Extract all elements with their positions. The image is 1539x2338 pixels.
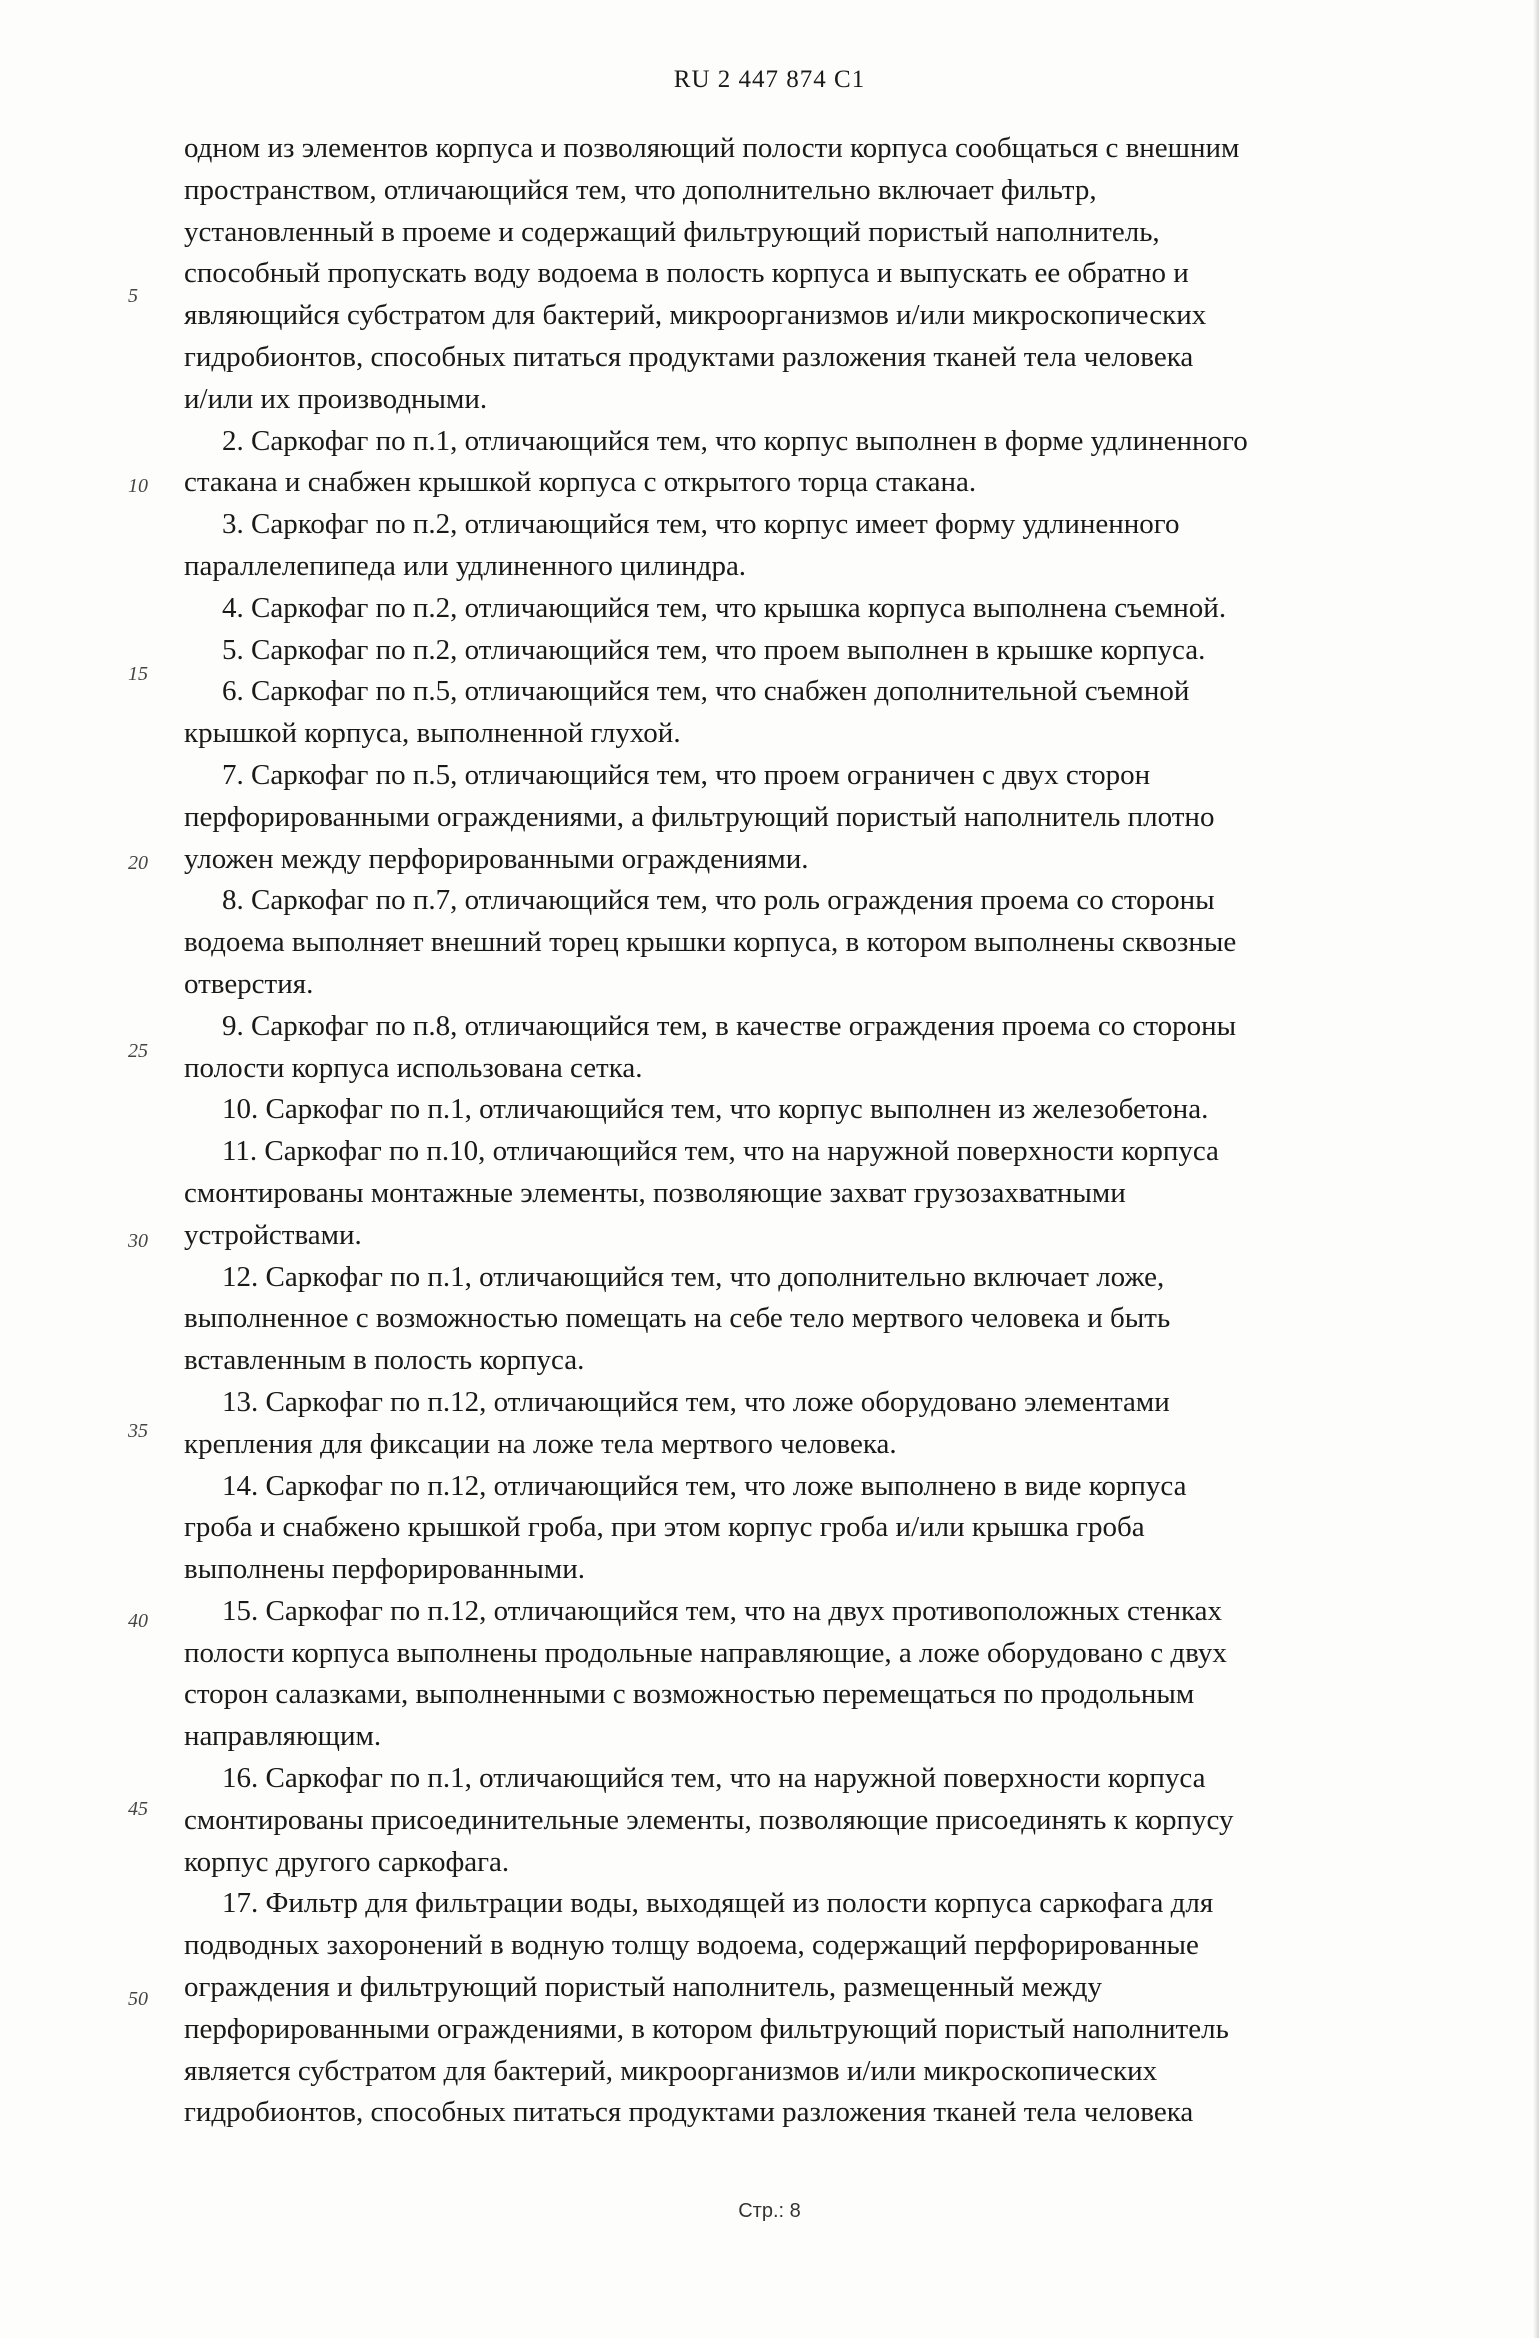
page-edge-shadow — [1533, 0, 1539, 2338]
text-line: 8. Саркофаг по п.7, отличающийся тем, что роль ограждения проема со стороны — [222, 884, 1215, 917]
claims-text — [184, 128, 1474, 2134]
text-line: гидробионтов, способных питаться продуктами разложения тканей тела человека — [184, 2096, 1194, 2129]
text-line: перфорированными ограждениями, в котором фильтрующий пористый наполнитель — [184, 2012, 1229, 2045]
text-line: 16. Саркофаг по п.1, отличающийся тем, что на наружной поверхности корпуса — [222, 1762, 1206, 1795]
text-line: 7. Саркофаг по п.5, отличающийся тем, что проем ограничен с двух сторон — [222, 758, 1151, 791]
text-line: 6. Саркофаг по п.5, отличающийся тем, что снабжен дополнительной съемной — [222, 675, 1190, 708]
text-line: установленный в проеме и содержащий фильтрующий пористый наполнитель, — [184, 215, 1160, 248]
text-line: стакана и снабжен крышкой корпуса с открытого торца стакана. — [184, 466, 977, 499]
text-line: пространством, отличающийся тем, что дополнительно включает фильтр, — [184, 173, 1097, 206]
patent-header: RU 2 447 874 C1 — [673, 66, 866, 93]
text-line: 13. Саркофаг по п.12, отличающийся тем, что ложе оборудовано элементами — [222, 1385, 1170, 1418]
page-number: Стр.: 8 — [738, 2200, 801, 2222]
text-line: 3. Саркофаг по п.2, отличающийся тем, что корпус имеет форму удлиненного — [222, 508, 1180, 541]
line-number: 50 — [128, 1988, 148, 2010]
text-line: крепления для фиксации на ложе тела мертвого человека. — [184, 1427, 897, 1460]
text-line: устройствами. — [184, 1218, 362, 1251]
text-line: параллелепипеда или удлиненного цилиндра. — [184, 549, 747, 582]
text-line: 11. Саркофаг по п.10, отличающийся тем, что на наружной поверхности корпуса — [222, 1135, 1219, 1168]
text-line: гидробионтов, способных питаться продуктами разложения тканей тела человека — [184, 340, 1194, 373]
text-line: одном из элементов корпуса и позволяющий полости корпуса сообщаться с внешним — [184, 132, 1240, 164]
text-line: 2. Саркофаг по п.1, отличающийся тем, что корпус выполнен в форме удлиненного — [222, 424, 1248, 457]
text-line: сторон салазками, выполненными с возможностью перемещаться по продольным — [184, 1678, 1195, 1711]
line-number: 15 — [128, 663, 148, 685]
text-line: крышкой корпуса, выполненной глухой. — [184, 717, 681, 750]
text-line: 5. Саркофаг по п.2, отличающийся тем, что проем выполнен в крышке корпуса. — [222, 633, 1206, 666]
text-line: полости корпуса использована сетка. — [184, 1051, 643, 1084]
text-line: корпус другого саркофага. — [184, 1845, 510, 1878]
line-number: 5 — [128, 285, 138, 307]
text-line: 12. Саркофаг по п.1, отличающийся тем, что дополнительно включает ложе, — [222, 1260, 1165, 1293]
text-line: 9. Саркофаг по п.8, отличающийся тем, в качестве ограждения проема со стороны — [222, 1009, 1237, 1042]
text-line: и/или их производными. — [184, 382, 488, 415]
text-line: 4. Саркофаг по п.2, отличающийся тем, что крышка корпуса выполнена съемной. — [222, 591, 1227, 624]
text-line: способный пропускать воду водоема в полость корпуса и выпускать ее обратно и — [184, 257, 1189, 290]
text-line: гроба и снабжено крышкой гроба, при этом корпус гроба и/или крышка гроба — [184, 1511, 1145, 1544]
text-line: смонтированы присоединительные элементы, позволяющие присоединять к корпусу — [184, 1803, 1234, 1836]
line-number: 35 — [128, 1420, 148, 1442]
text-line: 15. Саркофаг по п.12, отличающийся тем, что на двух противоположных стенках — [222, 1594, 1223, 1627]
text-line: отверстия. — [184, 967, 314, 1000]
text-line: выполненное с возможностью помещать на себе тело мертвого человека и быть — [184, 1302, 1171, 1335]
text-line: является субстратом для бактерий, микроорганизмов и/или микроскопических — [184, 2054, 1158, 2087]
text-line: 17. Фильтр для фильтрации воды, выходящей из полости корпуса саркофага для — [222, 1887, 1214, 1920]
text-line: направляющим. — [184, 1720, 382, 1753]
line-number: 45 — [128, 1798, 148, 1820]
text-line: вставленным в полость корпуса. — [184, 1344, 585, 1377]
text-line: подводных захоронений в водную толщу водоема, содержащий перфорированные — [184, 1929, 1199, 1962]
text-line: ограждения и фильтрующий пористый наполнитель, размещенный между — [184, 1971, 1103, 2004]
text-line: уложен между перфорированными ограждениями. — [184, 842, 809, 875]
line-number: 40 — [128, 1610, 148, 1632]
text-line: 10. Саркофаг по п.1, отличающийся тем, что корпус выполнен из железобетона. — [222, 1093, 1209, 1126]
text-line: являющийся субстратом для бактерий, микроорганизмов и/или микроскопических — [184, 299, 1207, 332]
text-line: перфорированными ограждениями, а фильтрующий пористый наполнитель плотно — [184, 800, 1215, 833]
text-line: смонтированы монтажные элементы, позволяющие захват грузозахватными — [184, 1176, 1126, 1209]
line-number: 30 — [128, 1230, 148, 1252]
text-line: полости корпуса выполнены продольные направляющие, а ложе оборудовано с двух — [184, 1636, 1227, 1669]
line-number: 20 — [128, 852, 148, 874]
text-line: водоема выполняет внешний торец крышки корпуса, в котором выполнены сквозные — [184, 926, 1237, 959]
line-number: 25 — [128, 1040, 148, 1062]
text-line: выполнены перфорированными. — [184, 1553, 585, 1586]
text-line: 14. Саркофаг по п.12, отличающийся тем, что ложе выполнено в виде корпуса — [222, 1469, 1187, 1502]
line-number: 10 — [128, 475, 148, 497]
